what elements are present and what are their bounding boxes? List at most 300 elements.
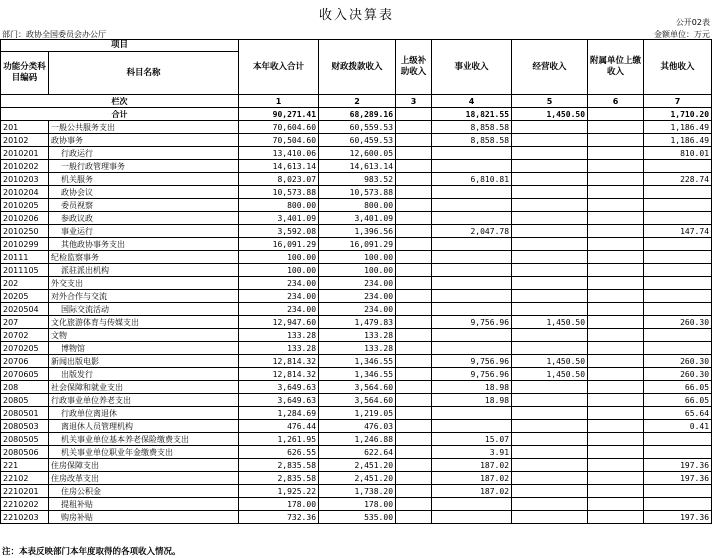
func-code-cell: 2010204 — [1, 186, 49, 199]
amount-cell: 810.01 — [644, 147, 712, 160]
amount-cell: 800.00 — [239, 199, 319, 212]
subject-name-cell: 政协会议 — [49, 186, 239, 199]
amount-cell — [644, 277, 712, 290]
amount-cell — [512, 511, 588, 524]
amount-cell: 1,261.95 — [239, 433, 319, 446]
table-row — [1, 277, 712, 290]
amount-cell: 14,613.14 — [319, 160, 396, 173]
func-code-cell: 202 — [1, 277, 49, 290]
func-code-cell: 20702 — [1, 329, 49, 342]
amount-cell — [512, 329, 588, 342]
total-cell — [396, 108, 432, 121]
subject-name-cell: 博物馆 — [49, 342, 239, 355]
amount-cell — [396, 459, 432, 472]
table-row — [1, 212, 712, 225]
amount-cell: 8,858.58 — [432, 121, 512, 134]
amount-cell: 66.05 — [644, 381, 712, 394]
func-code-cell: 2080506 — [1, 446, 49, 459]
table-row — [1, 121, 712, 134]
amount-cell — [396, 160, 432, 173]
amount-cell — [512, 342, 588, 355]
amount-cell: 234.00 — [319, 303, 396, 316]
table-row — [1, 251, 712, 264]
subject-name-cell: 住房保障支出 — [49, 459, 239, 472]
amount-cell: 133.28 — [239, 342, 319, 355]
amount-cell: 3.91 — [432, 446, 512, 459]
subject-name-cell: 住房改革支出 — [49, 472, 239, 485]
amount-cell: 18.98 — [432, 381, 512, 394]
amount-cell — [396, 472, 432, 485]
subject-name-cell: 提租补贴 — [49, 498, 239, 511]
column-number-cell: 5 — [512, 95, 588, 108]
amount-cell — [588, 407, 644, 420]
func-code-cell: 221 — [1, 459, 49, 472]
header-total: 本年收入合计 — [239, 40, 319, 95]
amount-cell — [588, 303, 644, 316]
amount-cell: 133.28 — [319, 342, 396, 355]
amount-cell — [432, 199, 512, 212]
func-code-cell: 2210202 — [1, 498, 49, 511]
total-cell: 68,289.16 — [319, 108, 396, 121]
amount-cell: 1,186.49 — [644, 134, 712, 147]
amount-cell — [588, 186, 644, 199]
amount-cell: 1,450.50 — [512, 355, 588, 368]
func-code-cell: 2010250 — [1, 225, 49, 238]
amount-cell — [396, 407, 432, 420]
func-code-cell: 22102 — [1, 472, 49, 485]
func-code-cell: 201 — [1, 121, 49, 134]
amount-cell — [644, 303, 712, 316]
func-code-cell: 2210203 — [1, 511, 49, 524]
amount-cell — [512, 433, 588, 446]
amount-cell: 3,401.09 — [319, 212, 396, 225]
footnote: 注：本表反映部门本年度取得的各项收入情况。 — [2, 547, 181, 557]
amount-cell: 622.64 — [319, 446, 396, 459]
amount-cell — [588, 160, 644, 173]
amount-cell: 476.44 — [239, 420, 319, 433]
amount-cell: 100.00 — [239, 251, 319, 264]
func-code-cell: 2080501 — [1, 407, 49, 420]
amount-cell — [588, 251, 644, 264]
subject-name-cell: 机关服务 — [49, 173, 239, 186]
amount-cell: 3,592.08 — [239, 225, 319, 238]
amount-cell — [588, 446, 644, 459]
amount-cell — [512, 446, 588, 459]
amount-cell — [396, 446, 432, 459]
subject-name-cell: 对外合作与交流 — [49, 290, 239, 303]
amount-cell — [512, 303, 588, 316]
func-code-cell: 208 — [1, 381, 49, 394]
amount-cell — [644, 433, 712, 446]
amount-cell: 1,479.83 — [319, 316, 396, 329]
amount-cell — [396, 212, 432, 225]
total-cell: 90,271.41 — [239, 108, 319, 121]
subject-name-cell: 行政单位离退休 — [49, 407, 239, 420]
func-code-cell: 2010203 — [1, 173, 49, 186]
amount-cell: 100.00 — [319, 251, 396, 264]
func-code-cell: 20111 — [1, 251, 49, 264]
amount-cell: 8,858.58 — [432, 134, 512, 147]
amount-cell — [512, 199, 588, 212]
amount-cell — [588, 264, 644, 277]
amount-cell: 16,091.29 — [239, 238, 319, 251]
amount-cell: 476.03 — [319, 420, 396, 433]
amount-cell — [432, 147, 512, 160]
amount-cell — [512, 264, 588, 277]
func-code-cell: 20805 — [1, 394, 49, 407]
amount-cell — [396, 264, 432, 277]
income-table — [0, 39, 712, 524]
column-number-cell: 1 — [239, 95, 319, 108]
amount-cell: 3,649.63 — [239, 394, 319, 407]
amount-cell — [432, 342, 512, 355]
table-row — [1, 225, 712, 238]
amount-cell — [512, 420, 588, 433]
amount-cell — [588, 511, 644, 524]
amount-cell: 9,756.96 — [432, 316, 512, 329]
func-code-cell: 207 — [1, 316, 49, 329]
amount-cell: 60,559.53 — [319, 121, 396, 134]
amount-cell: 1,219.05 — [319, 407, 396, 420]
amount-cell: 260.30 — [644, 355, 712, 368]
amount-cell — [512, 160, 588, 173]
amount-cell: 12,814.32 — [239, 355, 319, 368]
subject-name-cell: 其他政协事务支出 — [49, 238, 239, 251]
amount-cell: 12,814.32 — [239, 368, 319, 381]
total-cell: 1,710.20 — [644, 108, 712, 121]
subject-name-cell: 纪检监察事务 — [49, 251, 239, 264]
column-number-cell: 6 — [588, 95, 644, 108]
amount-cell — [644, 199, 712, 212]
amount-cell — [588, 394, 644, 407]
table-row — [1, 199, 712, 212]
amount-cell: 187.02 — [432, 459, 512, 472]
amount-cell: 1,738.20 — [319, 485, 396, 498]
amount-cell — [432, 407, 512, 420]
amount-cell — [512, 459, 588, 472]
amount-cell — [432, 420, 512, 433]
total-label: 合计 — [1, 108, 239, 121]
table-row — [1, 446, 712, 459]
amount-cell — [396, 290, 432, 303]
amount-cell — [432, 251, 512, 264]
amount-cell — [512, 186, 588, 199]
column-number-cell: 2 — [319, 95, 396, 108]
amount-cell — [396, 368, 432, 381]
amount-cell: 6,810.81 — [432, 173, 512, 186]
amount-cell: 2,451.20 — [319, 459, 396, 472]
func-code-cell: 2010299 — [1, 238, 49, 251]
header-other: 其他收入 — [644, 40, 712, 95]
amount-cell: 9,756.96 — [432, 355, 512, 368]
amount-cell — [432, 264, 512, 277]
table-row — [1, 147, 712, 160]
amount-cell: 1,925.22 — [239, 485, 319, 498]
amount-cell: 147.74 — [644, 225, 712, 238]
amount-cell — [396, 277, 432, 290]
amount-cell: 2,835.58 — [239, 459, 319, 472]
amount-cell — [588, 277, 644, 290]
amount-cell — [512, 173, 588, 186]
amount-cell: 1,284.69 — [239, 407, 319, 420]
amount-cell: 1,186.49 — [644, 121, 712, 134]
func-code-cell: 20102 — [1, 134, 49, 147]
total-row — [1, 108, 712, 121]
amount-cell — [588, 420, 644, 433]
total-cell: 1,450.50 — [512, 108, 588, 121]
amount-cell — [396, 303, 432, 316]
table-row — [1, 511, 712, 524]
amount-cell: 18.98 — [432, 394, 512, 407]
amount-cell: 228.74 — [644, 173, 712, 186]
amount-cell — [512, 225, 588, 238]
func-code-cell: 2070205 — [1, 342, 49, 355]
amount-cell: 10,573.88 — [319, 186, 396, 199]
amount-cell — [512, 381, 588, 394]
func-code-cell: 20706 — [1, 355, 49, 368]
subject-name-cell: 购房补贴 — [49, 511, 239, 524]
amount-cell: 800.00 — [319, 199, 396, 212]
amount-cell — [588, 498, 644, 511]
table-row — [1, 420, 712, 433]
header-subject-name: 科目名称 — [49, 52, 239, 95]
amount-cell: 60,459.53 — [319, 134, 396, 147]
table-row — [1, 303, 712, 316]
header-upper: 上级补助收入 — [396, 40, 432, 95]
amount-cell — [588, 342, 644, 355]
table-row — [1, 290, 712, 303]
amount-cell — [396, 420, 432, 433]
department-label: 部门：政协全国委员会办公厅 — [2, 30, 106, 39]
amount-cell — [588, 355, 644, 368]
amount-cell — [644, 212, 712, 225]
amount-cell — [644, 342, 712, 355]
amount-cell — [512, 290, 588, 303]
amount-cell — [432, 186, 512, 199]
amount-cell: 70,504.60 — [239, 134, 319, 147]
amount-cell: 12,600.05 — [319, 147, 396, 160]
amount-cell: 197.36 — [644, 459, 712, 472]
subject-name-cell: 住房公积金 — [49, 485, 239, 498]
func-code-cell: 2011105 — [1, 264, 49, 277]
amount-cell: 1,246.88 — [319, 433, 396, 446]
amount-cell: 9,756.96 — [432, 368, 512, 381]
amount-cell — [644, 251, 712, 264]
amount-cell — [644, 498, 712, 511]
amount-cell: 187.02 — [432, 485, 512, 498]
table-row — [1, 394, 712, 407]
amount-cell — [644, 329, 712, 342]
amount-cell: 197.36 — [644, 511, 712, 524]
table-row — [1, 498, 712, 511]
amount-cell — [432, 238, 512, 251]
func-code-cell: 2070605 — [1, 368, 49, 381]
amount-cell — [396, 251, 432, 264]
amount-cell — [512, 251, 588, 264]
amount-cell — [512, 147, 588, 160]
amount-cell — [588, 199, 644, 212]
amount-cell — [588, 433, 644, 446]
amount-cell — [644, 160, 712, 173]
amount-cell: 3,401.09 — [239, 212, 319, 225]
unit-label: 金额单位：万元 — [654, 30, 710, 39]
amount-cell — [588, 459, 644, 472]
amount-cell — [432, 498, 512, 511]
amount-cell — [396, 511, 432, 524]
column-number-cell: 4 — [432, 95, 512, 108]
subject-name-cell: 事业运行 — [49, 225, 239, 238]
amount-cell — [512, 238, 588, 251]
amount-cell: 14,613.14 — [239, 160, 319, 173]
amount-cell: 66.05 — [644, 394, 712, 407]
amount-cell — [512, 407, 588, 420]
subject-name-cell: 行政事业单位养老支出 — [49, 394, 239, 407]
header-affiliated: 附属单位上缴收入 — [588, 40, 644, 95]
table-row — [1, 160, 712, 173]
amount-cell — [588, 316, 644, 329]
table-row — [1, 134, 712, 147]
amount-cell — [512, 277, 588, 290]
amount-cell — [396, 342, 432, 355]
subject-name-cell: 委员视察 — [49, 199, 239, 212]
amount-cell — [432, 511, 512, 524]
amount-cell: 178.00 — [319, 498, 396, 511]
amount-cell — [588, 472, 644, 485]
amount-cell — [512, 134, 588, 147]
amount-cell: 0.41 — [644, 420, 712, 433]
header-item: 项目 — [1, 40, 239, 52]
table-row — [1, 459, 712, 472]
amount-cell — [588, 290, 644, 303]
amount-cell — [588, 368, 644, 381]
amount-cell — [588, 134, 644, 147]
amount-cell — [396, 394, 432, 407]
amount-cell — [396, 186, 432, 199]
func-code-cell: 20205 — [1, 290, 49, 303]
header-operating: 经营收入 — [512, 40, 588, 95]
amount-cell — [644, 485, 712, 498]
func-code-cell: 2010201 — [1, 147, 49, 160]
table-row — [1, 186, 712, 199]
table-row — [1, 381, 712, 394]
amount-cell: 260.30 — [644, 368, 712, 381]
amount-cell — [644, 238, 712, 251]
table-row — [1, 342, 712, 355]
amount-cell — [396, 199, 432, 212]
amount-cell — [588, 238, 644, 251]
amount-cell — [396, 134, 432, 147]
table-row — [1, 264, 712, 277]
amount-cell — [588, 173, 644, 186]
subject-name-cell: 社会保障和就业支出 — [49, 381, 239, 394]
subject-name-cell: 行政运行 — [49, 147, 239, 160]
amount-cell: 3,649.63 — [239, 381, 319, 394]
amount-cell — [512, 121, 588, 134]
amount-cell — [512, 212, 588, 225]
amount-cell — [396, 498, 432, 511]
header-fiscal: 财政拨款收入 — [319, 40, 396, 95]
subject-name-cell: 文化旅游体育与传媒支出 — [49, 316, 239, 329]
amount-cell — [512, 498, 588, 511]
subject-name-cell: 出版发行 — [49, 368, 239, 381]
amount-cell: 70,604.60 — [239, 121, 319, 134]
amount-cell: 187.02 — [432, 472, 512, 485]
func-code-cell: 2020504 — [1, 303, 49, 316]
amount-cell — [396, 329, 432, 342]
amount-cell — [432, 160, 512, 173]
amount-cell: 65.64 — [644, 407, 712, 420]
amount-cell — [512, 485, 588, 498]
amount-cell: 10,573.88 — [239, 186, 319, 199]
subject-name-cell: 一般公共服务支出 — [49, 121, 239, 134]
amount-cell — [432, 329, 512, 342]
table-row — [1, 472, 712, 485]
amount-cell — [396, 147, 432, 160]
amount-cell — [644, 290, 712, 303]
amount-cell — [588, 381, 644, 394]
amount-cell — [396, 225, 432, 238]
amount-cell: 1,450.50 — [512, 316, 588, 329]
table-row — [1, 329, 712, 342]
amount-cell: 15.07 — [432, 433, 512, 446]
amount-cell — [644, 186, 712, 199]
amount-cell — [396, 485, 432, 498]
amount-cell: 100.00 — [239, 264, 319, 277]
subject-name-cell: 国际交流活动 — [49, 303, 239, 316]
amount-cell: 2,451.20 — [319, 472, 396, 485]
amount-cell — [396, 316, 432, 329]
amount-cell: 13,410.06 — [239, 147, 319, 160]
amount-cell: 2,047.78 — [432, 225, 512, 238]
column-number-row — [1, 95, 712, 108]
table-row — [1, 407, 712, 420]
amount-cell — [396, 433, 432, 446]
amount-cell: 133.28 — [319, 329, 396, 342]
amount-cell — [432, 303, 512, 316]
column-number-cell: 7 — [644, 95, 712, 108]
amount-cell — [588, 485, 644, 498]
table-row — [1, 316, 712, 329]
table-row — [1, 485, 712, 498]
amount-cell — [644, 264, 712, 277]
amount-cell: 234.00 — [239, 303, 319, 316]
header-func-code: 功能分类科目编码 — [1, 52, 49, 95]
subject-name-cell: 一般行政管理事务 — [49, 160, 239, 173]
total-cell — [588, 108, 644, 121]
func-code-cell: 2010202 — [1, 160, 49, 173]
amount-cell: 1,346.55 — [319, 355, 396, 368]
subject-name-cell: 文物 — [49, 329, 239, 342]
subject-name-cell: 新闻出版电影 — [49, 355, 239, 368]
subject-name-cell: 外交支出 — [49, 277, 239, 290]
amount-cell — [588, 121, 644, 134]
amount-cell: 100.00 — [319, 264, 396, 277]
table-row — [1, 355, 712, 368]
subject-name-cell: 机关事业单位职业年金缴费支出 — [49, 446, 239, 459]
amount-cell: 626.55 — [239, 446, 319, 459]
total-cell: 18,821.55 — [432, 108, 512, 121]
amount-cell: 2,835.58 — [239, 472, 319, 485]
amount-cell — [512, 472, 588, 485]
table-row — [1, 433, 712, 446]
amount-cell — [396, 238, 432, 251]
amount-cell: 3,564.60 — [319, 381, 396, 394]
table-row — [1, 368, 712, 381]
amount-cell: 3,564.60 — [319, 394, 396, 407]
amount-cell: 234.00 — [319, 290, 396, 303]
amount-cell: 234.00 — [239, 290, 319, 303]
amount-cell: 535.00 — [319, 511, 396, 524]
